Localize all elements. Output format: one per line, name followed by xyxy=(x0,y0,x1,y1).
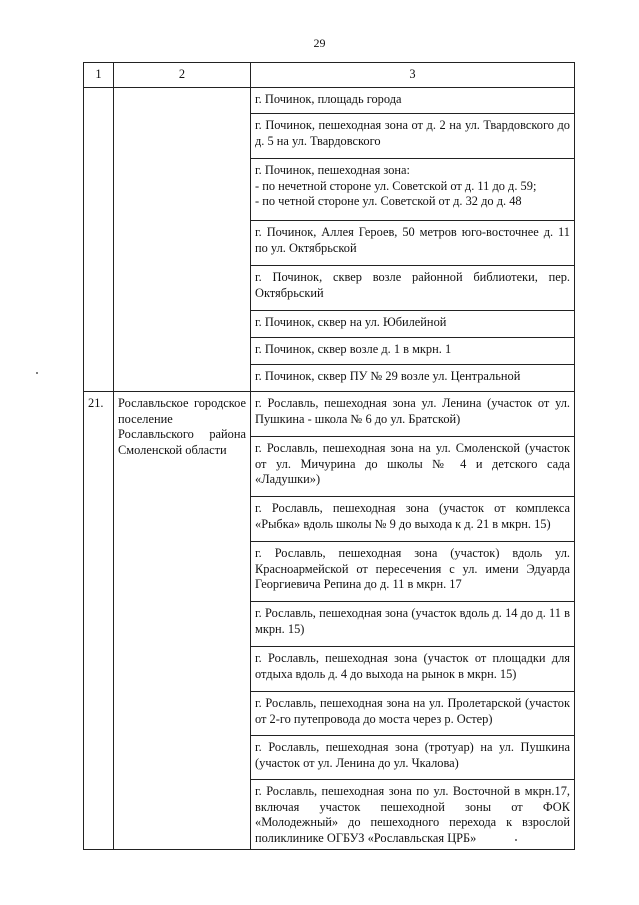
location-text: г. Рославль, пешеходная зона (участок вдоль д. 14 до д. 11 в мкрн. 15) xyxy=(255,606,570,636)
location-text: г. Починок, сквер возле д. 1 в мкрн. 1 xyxy=(255,342,452,356)
location-cell xyxy=(251,542,575,602)
location-cell xyxy=(251,780,575,850)
scan-speck xyxy=(36,372,38,374)
scan-speck xyxy=(515,839,517,841)
location-text: г. Починок, площадь города xyxy=(255,92,402,106)
location-cell xyxy=(251,602,575,647)
location-text: - по нечетной стороне ул. Советской от д. 11 до д. 59; xyxy=(255,178,537,193)
location-text: г. Починок, Аллея Героев, 50 метров юго-восточнее д. 11 по ул. Октябрьской xyxy=(255,225,570,255)
table-row xyxy=(84,392,575,437)
location-text: г. Починок, сквер ПУ № 29 возле ул. Центральной xyxy=(255,369,521,383)
location-cell xyxy=(251,392,575,437)
organization-cell: Рославльское городское поселение Рославльского района Смоленской области xyxy=(114,392,251,850)
location-text: г. Рославль, пешеходная зона на ул. Смоленской (участок от ул. Мичурина до школы № 4 и детского сада «Ладушки») xyxy=(255,441,570,486)
location-text: г. Починок, сквер на ул. Юбилейной xyxy=(255,315,447,329)
zones-table xyxy=(83,62,575,850)
group-21-body xyxy=(84,392,575,850)
location-text: - по четной стороне ул. Советской от д. 32 до д. 48 xyxy=(255,194,522,208)
row-number-cell xyxy=(84,88,114,392)
header-col-2: 2 xyxy=(114,63,251,88)
row-number-cell: 21. xyxy=(84,392,114,850)
location-cell xyxy=(251,88,575,114)
location-cell xyxy=(251,692,575,736)
table-header-row xyxy=(84,63,575,88)
organization-cell xyxy=(114,88,251,392)
location-text: г. Починок, пешеходная зона: xyxy=(255,163,410,177)
location-text: г. Рославль, пешеходная зона (участок от комплекса «Рыбка» вдоль школы № 9 до выхода к д. 21 в мкрн. 15) xyxy=(255,501,570,531)
location-cell xyxy=(251,365,575,392)
location-text: г. Рославль, пешеходная зона на ул. Пролетарской (участок от 2-го путепровода до моста через р. Остер) xyxy=(255,696,570,726)
location-cell xyxy=(251,311,575,338)
location-text: г. Рославль, пешеходная зона (участок) вдоль ул. Красноармейской от пересечения с ул. имени Эдуарда Георгиевича Репина до д. 11 в мкрн. 17 xyxy=(255,546,570,591)
location-cell xyxy=(251,114,575,159)
table-row xyxy=(84,88,575,114)
location-text: г. Рославль, пешеходная зона (участок от площадки для отдыха вдоль д. 4 до выхода на рынок в мкрн. 15) xyxy=(255,651,570,681)
location-text: г. Рославль, пешеходная зона по ул. Восточной в мкрн.17, включая участок пешеходной зоны от ФОК «Молодежный» до пешеходного перехода к взрослой поликлинике ОГБУЗ «Рославльская ЦРБ» xyxy=(255,784,570,845)
header-col-3: 3 xyxy=(251,63,575,88)
location-cell xyxy=(251,338,575,365)
location-cell xyxy=(251,736,575,780)
header-col-1: 1 xyxy=(84,63,114,88)
location-text: г. Починок, пешеходная зона от д. 2 на ул. Твардовского до д. 5 на ул. Твардовского xyxy=(255,118,570,148)
continued-group-body xyxy=(84,88,575,392)
location-cell xyxy=(251,266,575,311)
location-cell xyxy=(251,159,575,221)
location-cell xyxy=(251,437,575,497)
location-cell xyxy=(251,221,575,266)
location-cell xyxy=(251,647,575,692)
location-text: г. Починок, сквер возле районной библиотеки, пер. Октябрьский xyxy=(255,270,570,300)
location-text: г. Рославль, пешеходная зона (тротуар) на ул. Пушкина (участок от ул. Ленина до ул. Чкалова) xyxy=(255,740,570,770)
location-cell xyxy=(251,497,575,542)
page-number: 29 xyxy=(313,36,326,50)
location-text: г. Рославль, пешеходная зона ул. Ленина (участок от ул. Пушкина - школа № 6 до ул. Братской) xyxy=(255,396,570,426)
